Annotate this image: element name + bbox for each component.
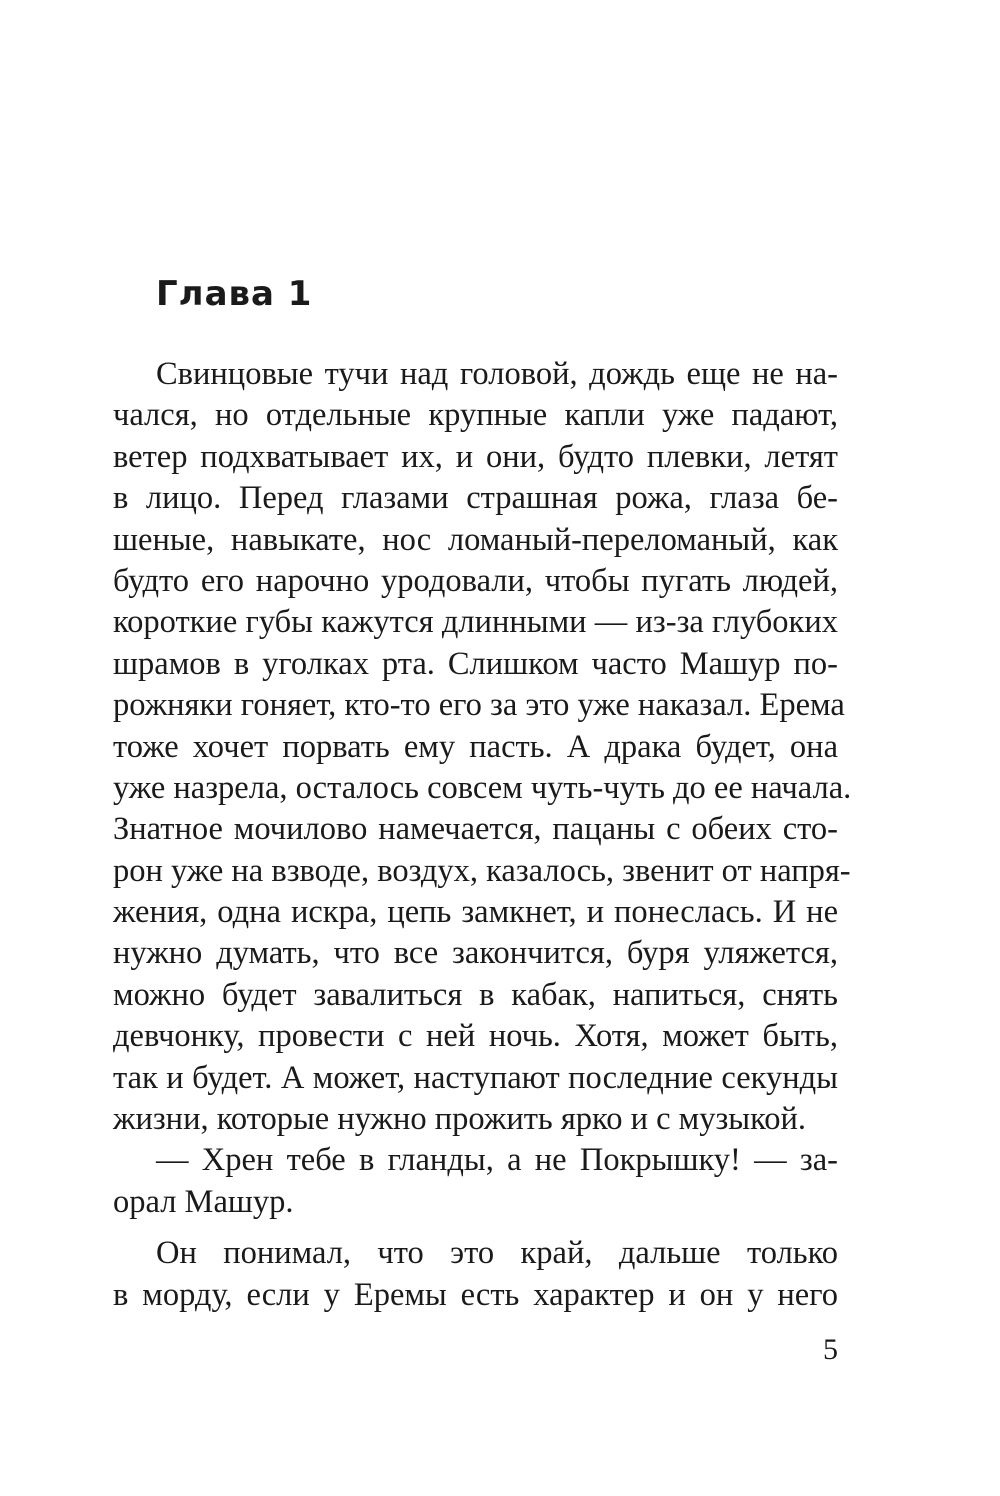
body-text	[113, 354, 852, 1316]
text-line: жизни, которые нужно прожить ярко и с музыкой.	[113, 1101, 807, 1138]
text-line: можно будет завалиться в кабак, напиться, снять	[113, 976, 838, 1013]
text-line: девчонку, провести с ней ночь. Хотя, может быть,	[113, 1018, 838, 1055]
text-line: рон уже на взводе, воздух, казалось, звенит от напря-	[113, 852, 851, 889]
text-line: нужно думать, что все закончится, буря уляжется,	[113, 935, 838, 972]
paragraph	[113, 1233, 838, 1316]
text-line: короткие губы кажутся длинными — из-за глубоких	[113, 604, 838, 641]
paragraph-gap	[113, 1223, 838, 1233]
text-line: так и будет. А может, наступают последние секунды	[113, 1059, 838, 1096]
text-line: Знатное мочилово намечается, пацаны с обеих сто-	[113, 811, 838, 848]
text-line: шеные, навыкате, нос ломаный-переломаный, как	[113, 521, 838, 558]
paragraph	[113, 1140, 838, 1223]
text-line: чался, но отдельные крупные капли уже падают,	[113, 397, 838, 434]
text-line: Свинцовые тучи над головой, дождь еще не на-	[156, 356, 838, 392]
text-line: — Хрен тебе в гланды, а не Покрышку! — за-	[156, 1142, 838, 1179]
text-line: жения, одна искра, цепь замкнет, и понеслась. И не	[113, 894, 838, 931]
text-line: будто его нарочно уродовали, чтобы пугать людей,	[113, 562, 838, 599]
page-number: 5	[823, 1333, 838, 1366]
text-line: уже назрела, осталось совсем чуть-чуть до ее начала.	[113, 769, 852, 806]
text-line: в лицо. Перед глазами страшная рожа, глаза бе-	[113, 480, 838, 517]
text-line: шрамов в уголках рта. Слишком часто Машур по-	[113, 645, 838, 682]
chapter-title: Глава 1	[156, 274, 313, 314]
text-line: Он понимал, что это край, дальше только	[156, 1235, 838, 1272]
paragraph	[113, 354, 852, 1140]
text-line: ветер подхватывает их, и они, будто плевки, летят	[113, 438, 838, 475]
text-line: в морду, если у Еремы есть характер и он у него	[113, 1276, 838, 1313]
text-line: рожняки гоняет, кто-то его за это уже наказал. Ерема	[113, 687, 845, 724]
text-line: тоже хочет порвать ему пасть. А драка будет, она	[113, 728, 838, 765]
text-line: орал Машур.	[113, 1183, 294, 1220]
